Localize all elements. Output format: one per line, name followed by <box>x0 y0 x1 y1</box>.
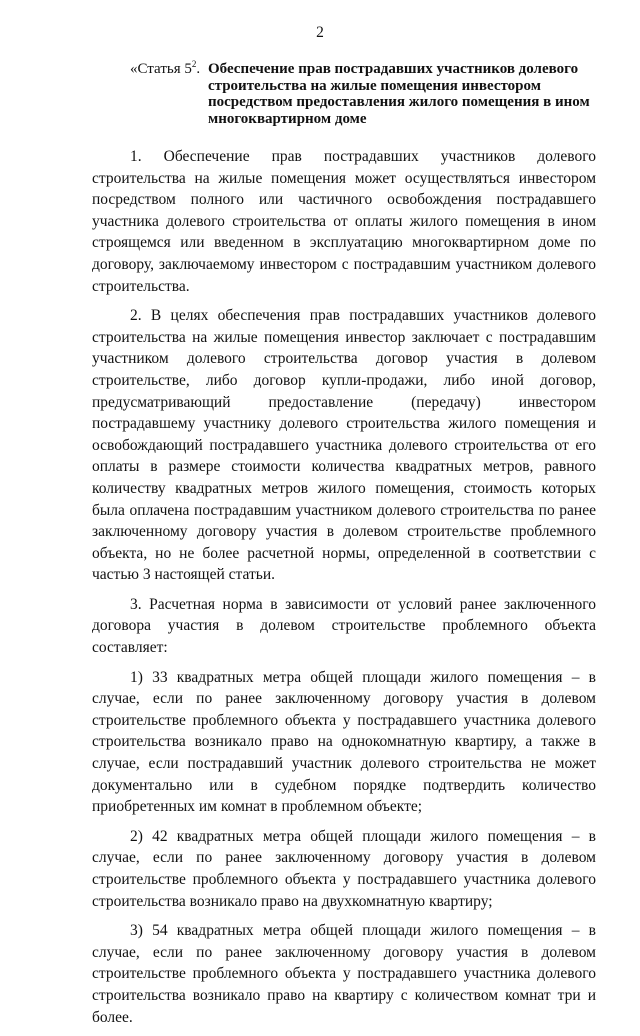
paragraph-2: 2. В целях обеспечения прав пострадавших участников долевого строительства на жилые помещения инвестор заключает с пострадавшим участником долевого строительства договор участия в долевом строительстве, либо договор купли-продажи, либо иной договор, предусматривающий предоставление (передачу) инвестором пострадавшему участнику долевого строительства жилого помещения и освобождающий пострадавшего участника долевого строительства от его оплаты в размере стоимости количества квадратных метров, равного количеству квадратных метров жилого помещения, стоимость которых была оплачена пострадавшим участником долевого строительства по ранее заключенному договору участия в долевом строительстве проблемного объекта, но не более расчетной нормы, определенной в соответствии с частью 3 настоящей статьи. <box>92 307 596 584</box>
list-item-3: 3) 54 квадратных метра общей площади жилого помещения – в случае, если по ранее заключенному договору участия в долевом строительстве проблемного объекта у пострадавшего участника долевого строительства возникало право на квартиру с количеством комнат три и более. <box>92 922 596 1026</box>
page-number: 2 <box>316 24 324 41</box>
paragraph-1: 1. Обеспечение прав пострадавших участников долевого строительства на жилые помещения может осуществляться инвестором посредством полного или частичного освобождения пострадавшего участника долевого строительства от оплаты жилого помещения в ином строящемся или введенном в эксплуатацию многоквартирном доме по договору, заключаемому инвестором с пострадавшим участником долевого строительства. <box>92 148 596 295</box>
article-heading <box>130 61 600 127</box>
article-title: Обеспечение прав пострадавших участников долевого строительства на жилые помещения инвестором посредством предоставления жилого помещения в ином многоквартирном доме <box>208 61 590 127</box>
article-body <box>92 146 596 1036</box>
list-item-1: 1) 33 квадратных метра общей площади жилого помещения – в случае, если по ранее заключенному договору участия в долевом строительстве проблемного объекта у пострадавшего участника долевого строительства возникало право на однокомнатную квартиру, а также в случае, если пострадавший участник долевого строительства не может документально или в судебном порядке подтвердить количество приобретенных им комнат в проблемном объекте; <box>92 668 596 816</box>
article-number <box>130 61 200 78</box>
list-item-2: 2) 42 квадратных метра общей площади жилого помещения – в случае, если по ранее заключенному договору участия в долевом строительстве проблемного объекта у пострадавшего участника долевого строительства возникало право на двухкомнатную квартиру; <box>92 827 596 910</box>
article-label-end: . <box>196 61 201 77</box>
paragraph-3: 3. Расчетная норма в зависимости от условий ранее заключенного договора участия в долевом строительстве проблемного объекта составляет: <box>92 595 596 657</box>
article-superscript: 2 <box>191 59 197 69</box>
article-label: «Статья 5 <box>130 61 192 77</box>
